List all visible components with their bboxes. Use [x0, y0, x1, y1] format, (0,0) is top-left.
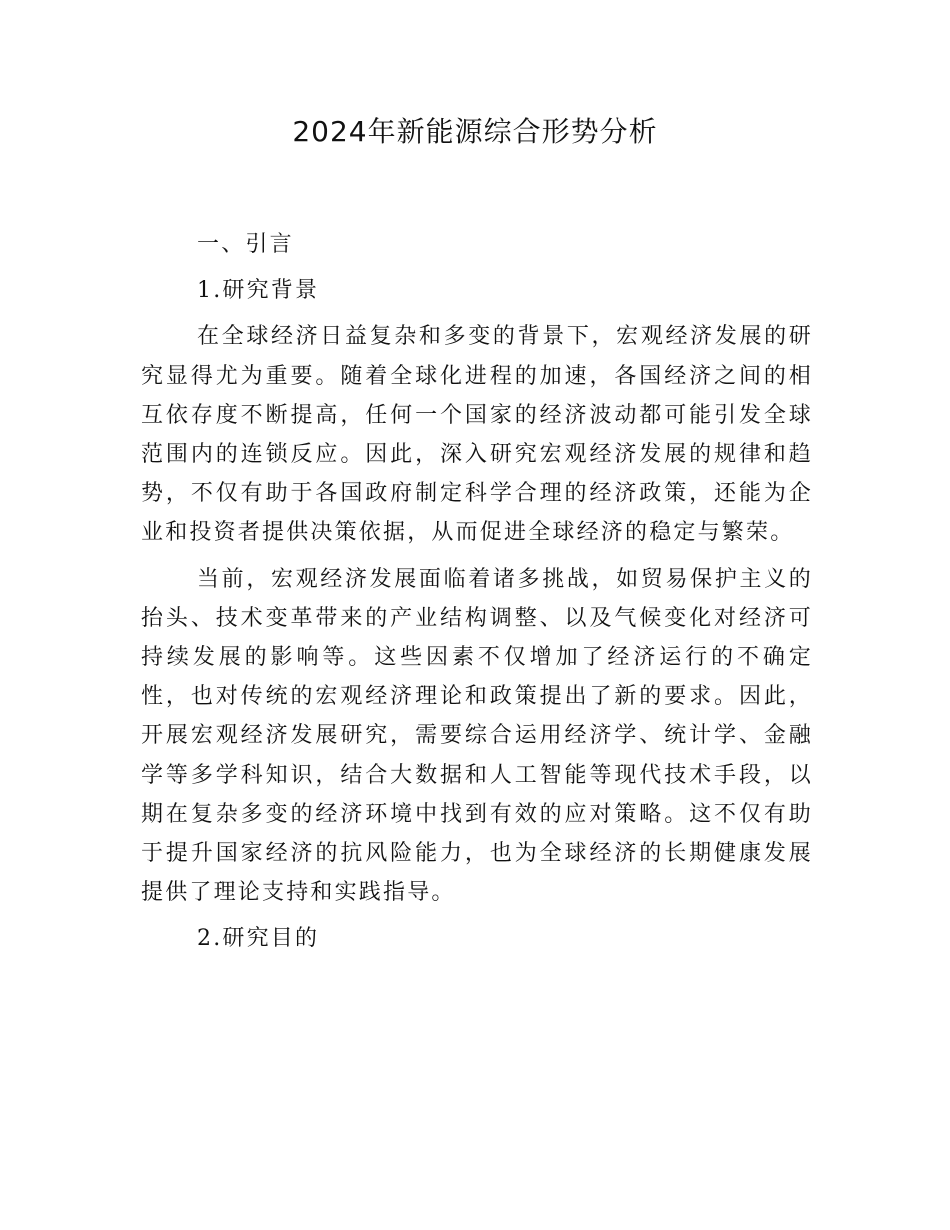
- section-heading-introduction: 一、引言: [197, 232, 294, 257]
- subsection-heading-research-background: 1.研究背景: [197, 278, 320, 304]
- subsection-heading-research-purpose: 2.研究目的: [197, 926, 320, 952]
- paragraph-background-2: 当前，宏观经济发展面临着诸多挑战，如贸易保护主义的抬头、技术变革带来的产业结构调整、以及气候变化对经济可持续发展的影响等。这些因素不仅增加了经济运行的不确定性，也对传统的宏观经济理论和政策提出了新的要求。因此，开展宏观经济发展研究，需要综合运用经济学、统计学、金融学等多学科知识，结合大数据和人工智能等现代技术手段，以期在复杂多变的经济环境中找到有效的应对策略。这不仅有助于提升国家经济的抗风险能力，也为全球经济的长期健康发展提供了理论支持和实践指导。: [141, 566, 813, 906]
- document-title: 2024年新能源综合形势分析: [292, 115, 658, 148]
- paragraph-background-1: 在全球经济日益复杂和多变的背景下，宏观经济发展的研究显得尤为重要。随着全球化进程的加速，各国经济之间的相互依存度不断提高，任何一个国家的经济波动都可能引发全球范围内的连锁反应。因此，深入研究宏观经济发展的规律和趋势，不仅有助于各国政府制定科学合理的经济政策，还能为企业和投资者提供决策依据，从而促进全球经济的稳定与繁荣。: [141, 324, 813, 546]
- document-body: [141, 225, 813, 959]
